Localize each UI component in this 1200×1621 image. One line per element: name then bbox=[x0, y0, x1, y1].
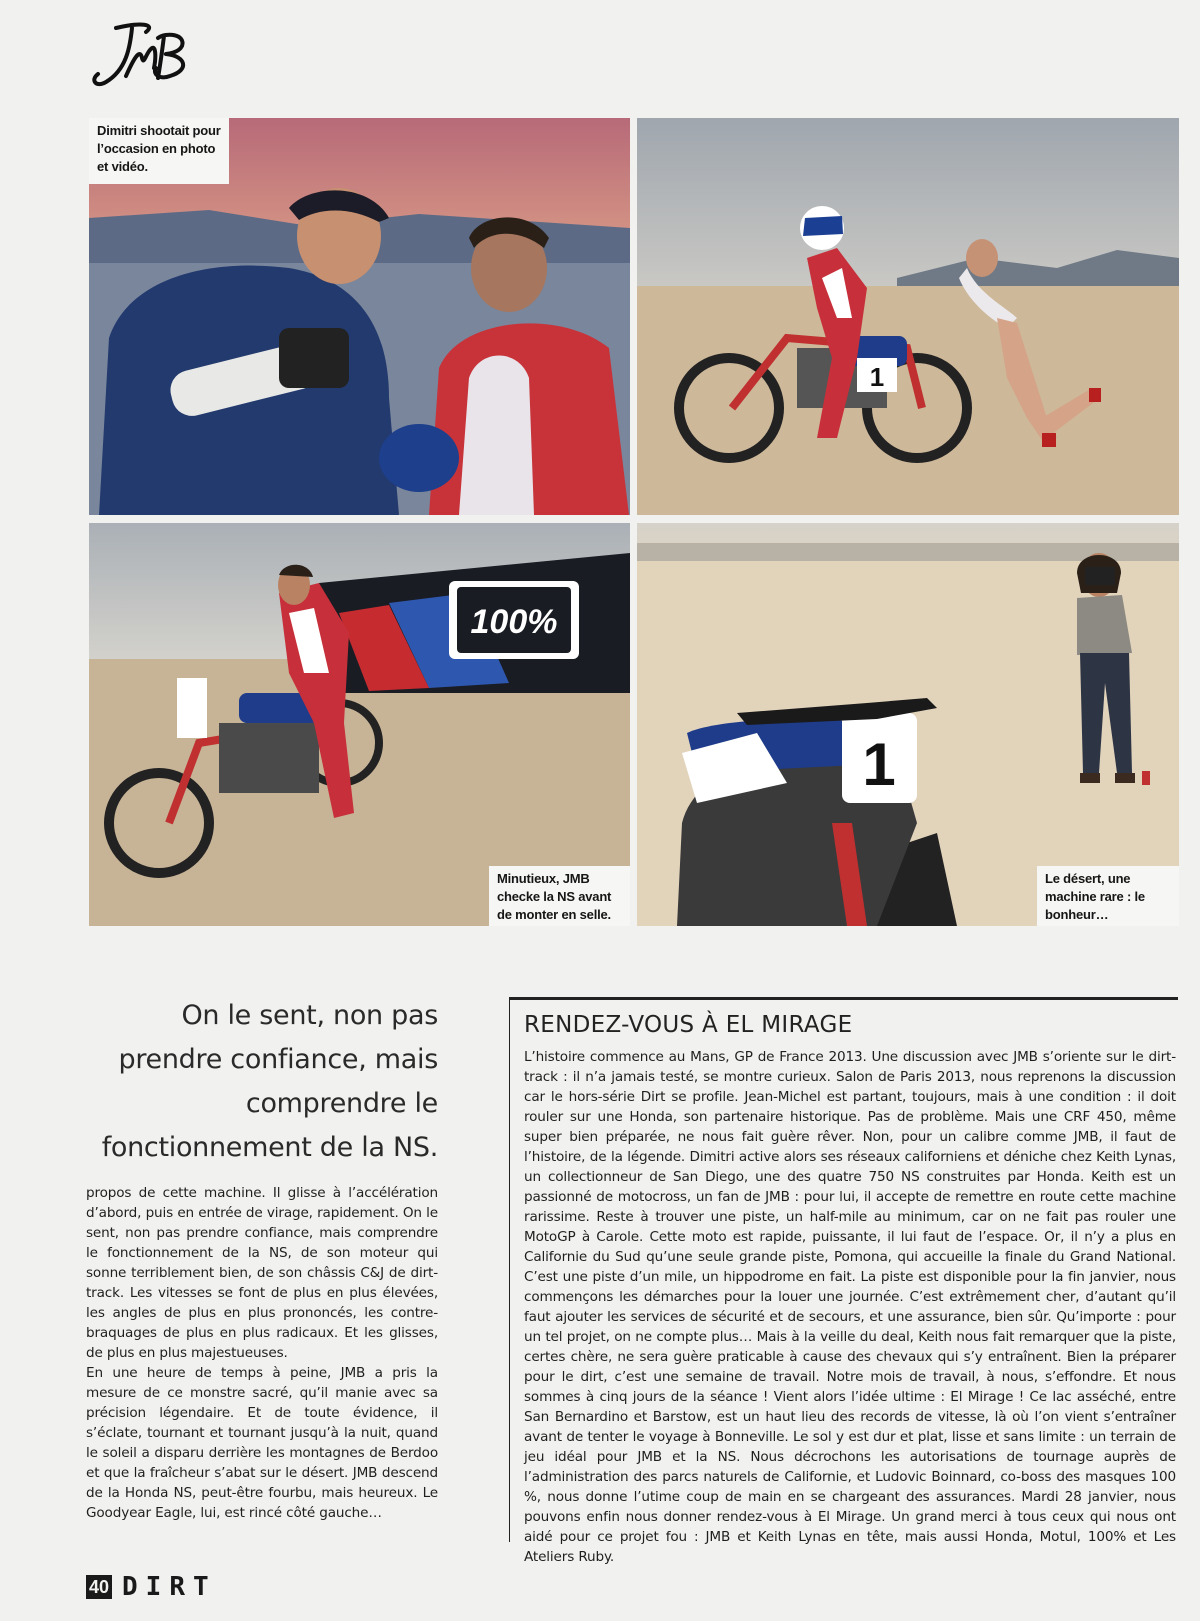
caption-photographer: Dimitri shootait pour l’occasion en photo et vidéo. bbox=[89, 118, 229, 184]
sidebar-title: RENDEZ-VOUS À EL MIRAGE bbox=[524, 1012, 853, 1038]
truck-brand-label: 100% bbox=[470, 603, 558, 641]
article-body-left bbox=[86, 1183, 438, 1523]
svg-text:1: 1 bbox=[862, 731, 896, 798]
pull-quote: On le sent, non pas prendre confiance, mais comprendre le fonctionnement de la NS. bbox=[101, 1000, 438, 1163]
bike-number-label: 1 bbox=[869, 362, 885, 392]
magazine-name: DIRT bbox=[122, 1572, 217, 1602]
caption-jmb-check: Minutieux, JMB checke la NS avant de monter en selle. bbox=[489, 866, 630, 926]
page-number: 40 bbox=[86, 1575, 112, 1599]
jmb-signature-logo bbox=[86, 18, 196, 94]
body-paragraph: propos de cette machine. Il glisse à l’accélération d’abord, puis en entrée de virage, rapidement. On le sent, non pas prendre confiance, mais comprendre le fonctionnement de la NS, de son moteur qui sonne terriblement bien, de son châssis C&J de dirt-track. Les vitesses se font de plus en plus élevées, les angles de plus en plus prononcés, les contre-braquages de plus en plus radicaux. Et les glisses, de plus en plus majestueuses. bbox=[86, 1185, 438, 1361]
photo-rider-push-start bbox=[637, 118, 1179, 515]
caption-desert: Le désert, une machine rare : le bonheur… bbox=[1037, 866, 1179, 926]
page-footer bbox=[86, 1572, 217, 1602]
body-paragraph: En une heure de temps à peine, JMB a pris la mesure de ce monstre sacré, qu’il manie avec sa précision légendaire. Et de toute évidence, il s’éclate, tournant et tournant jusqu’à la nuit, quand le soleil a disparu derrière les montagnes de Berdoo et que la fraîcheur s’abat sur le désert. JMB descend de la Honda NS, peut-être fourbu, mais heureux. Le Goodyear Eagle, lui, est rincé côté gauche… bbox=[86, 1365, 438, 1521]
sidebar-text: L’histoire commence au Mans, GP de France 2013. Une discussion avec JMB s’oriente sur le dirt-track : il n’a jamais testé, se montre curieux. Salon de Paris 2013, nous reprenons la discussion car le hors-série Dirt se profile. Jean-Michel est partant, toujours, mais à une condition : il doit rouler sur une Honda, son partenaire historique. Pas de problème. Mais une CRF 450, même super bien préparée, ne nous fait guère rêver. Non, pour un calibre comme JMB, il faut de l’histoire, de la légende. Dimitri active alors ses réseaux californiens et déniche chez Keith Lynas, un collectionneur de San Diego, une des quatre 750 NS construites par Honda. Keith est un passionné de motocross, un fan de JMB : pour lui, il accepte de remettre en route cette machine rarissime. Reste à trouver une piste, un half-mile au minimum, car on ne fait pas rouler une MotoGP à Carole. Cette moto est rapide, puissante, il lui faut de l’espace. Or, il n’y a plus en Californie du Sud qu’une seule grande piste, Pomona, qui accueille la finale du Grand National. C’est une piste d’un mile, un hippodrome en fait. La piste est disponible pour la fin janvier, nous commençons les démarches pour la louer une journée. C’est extrêmement cher, d’autant qu’il faut ajouter les services de sécurité et de secours, et une assurance, bien sûr. Qu’importe : pour un tel projet, on ne compte plus… Mais à la veille du deal, Keith nous fait remarquer que la piste, certes chère, ne sera guère praticable à cause des chevaux qui s’y entraînent. Bien la préparer pour le dirt, c’est une semaine de travail. Notre mois de travail, à nous, s’effondre. Et nous sommes à cinq jours de la séance ! Vient alors l’idée ultime : El Mirage ! Ce lac asséché, entre San Bernardino et Barstow, est un haut lieu des records de vitesse, là où l’on vient s’entraîner avant de tenter le voyage à Bonneville. Le sol y est dur et plat, lisse et sans limite : un terrain de jeu idéal pour JMB et la NS. Nous décrochons les autorisations de tournage auprès de l’administration des parcs naturels de Californie, et Ludovic Boinnard, co-boss des masques 100 %, nous donne l’utime coup de main en se chargeant des assurances. Mardi 28 janvier, nous pouvons enfin nous donner rendez-vous à El Mirage. Un grand merci à tous ceux qui nous ont aidé pour ce projet fou : JMB et Keith Lynas en tête, mais aussi Honda, Motul, 100% et Les Ateliers Ruby. bbox=[524, 1049, 1176, 1565]
